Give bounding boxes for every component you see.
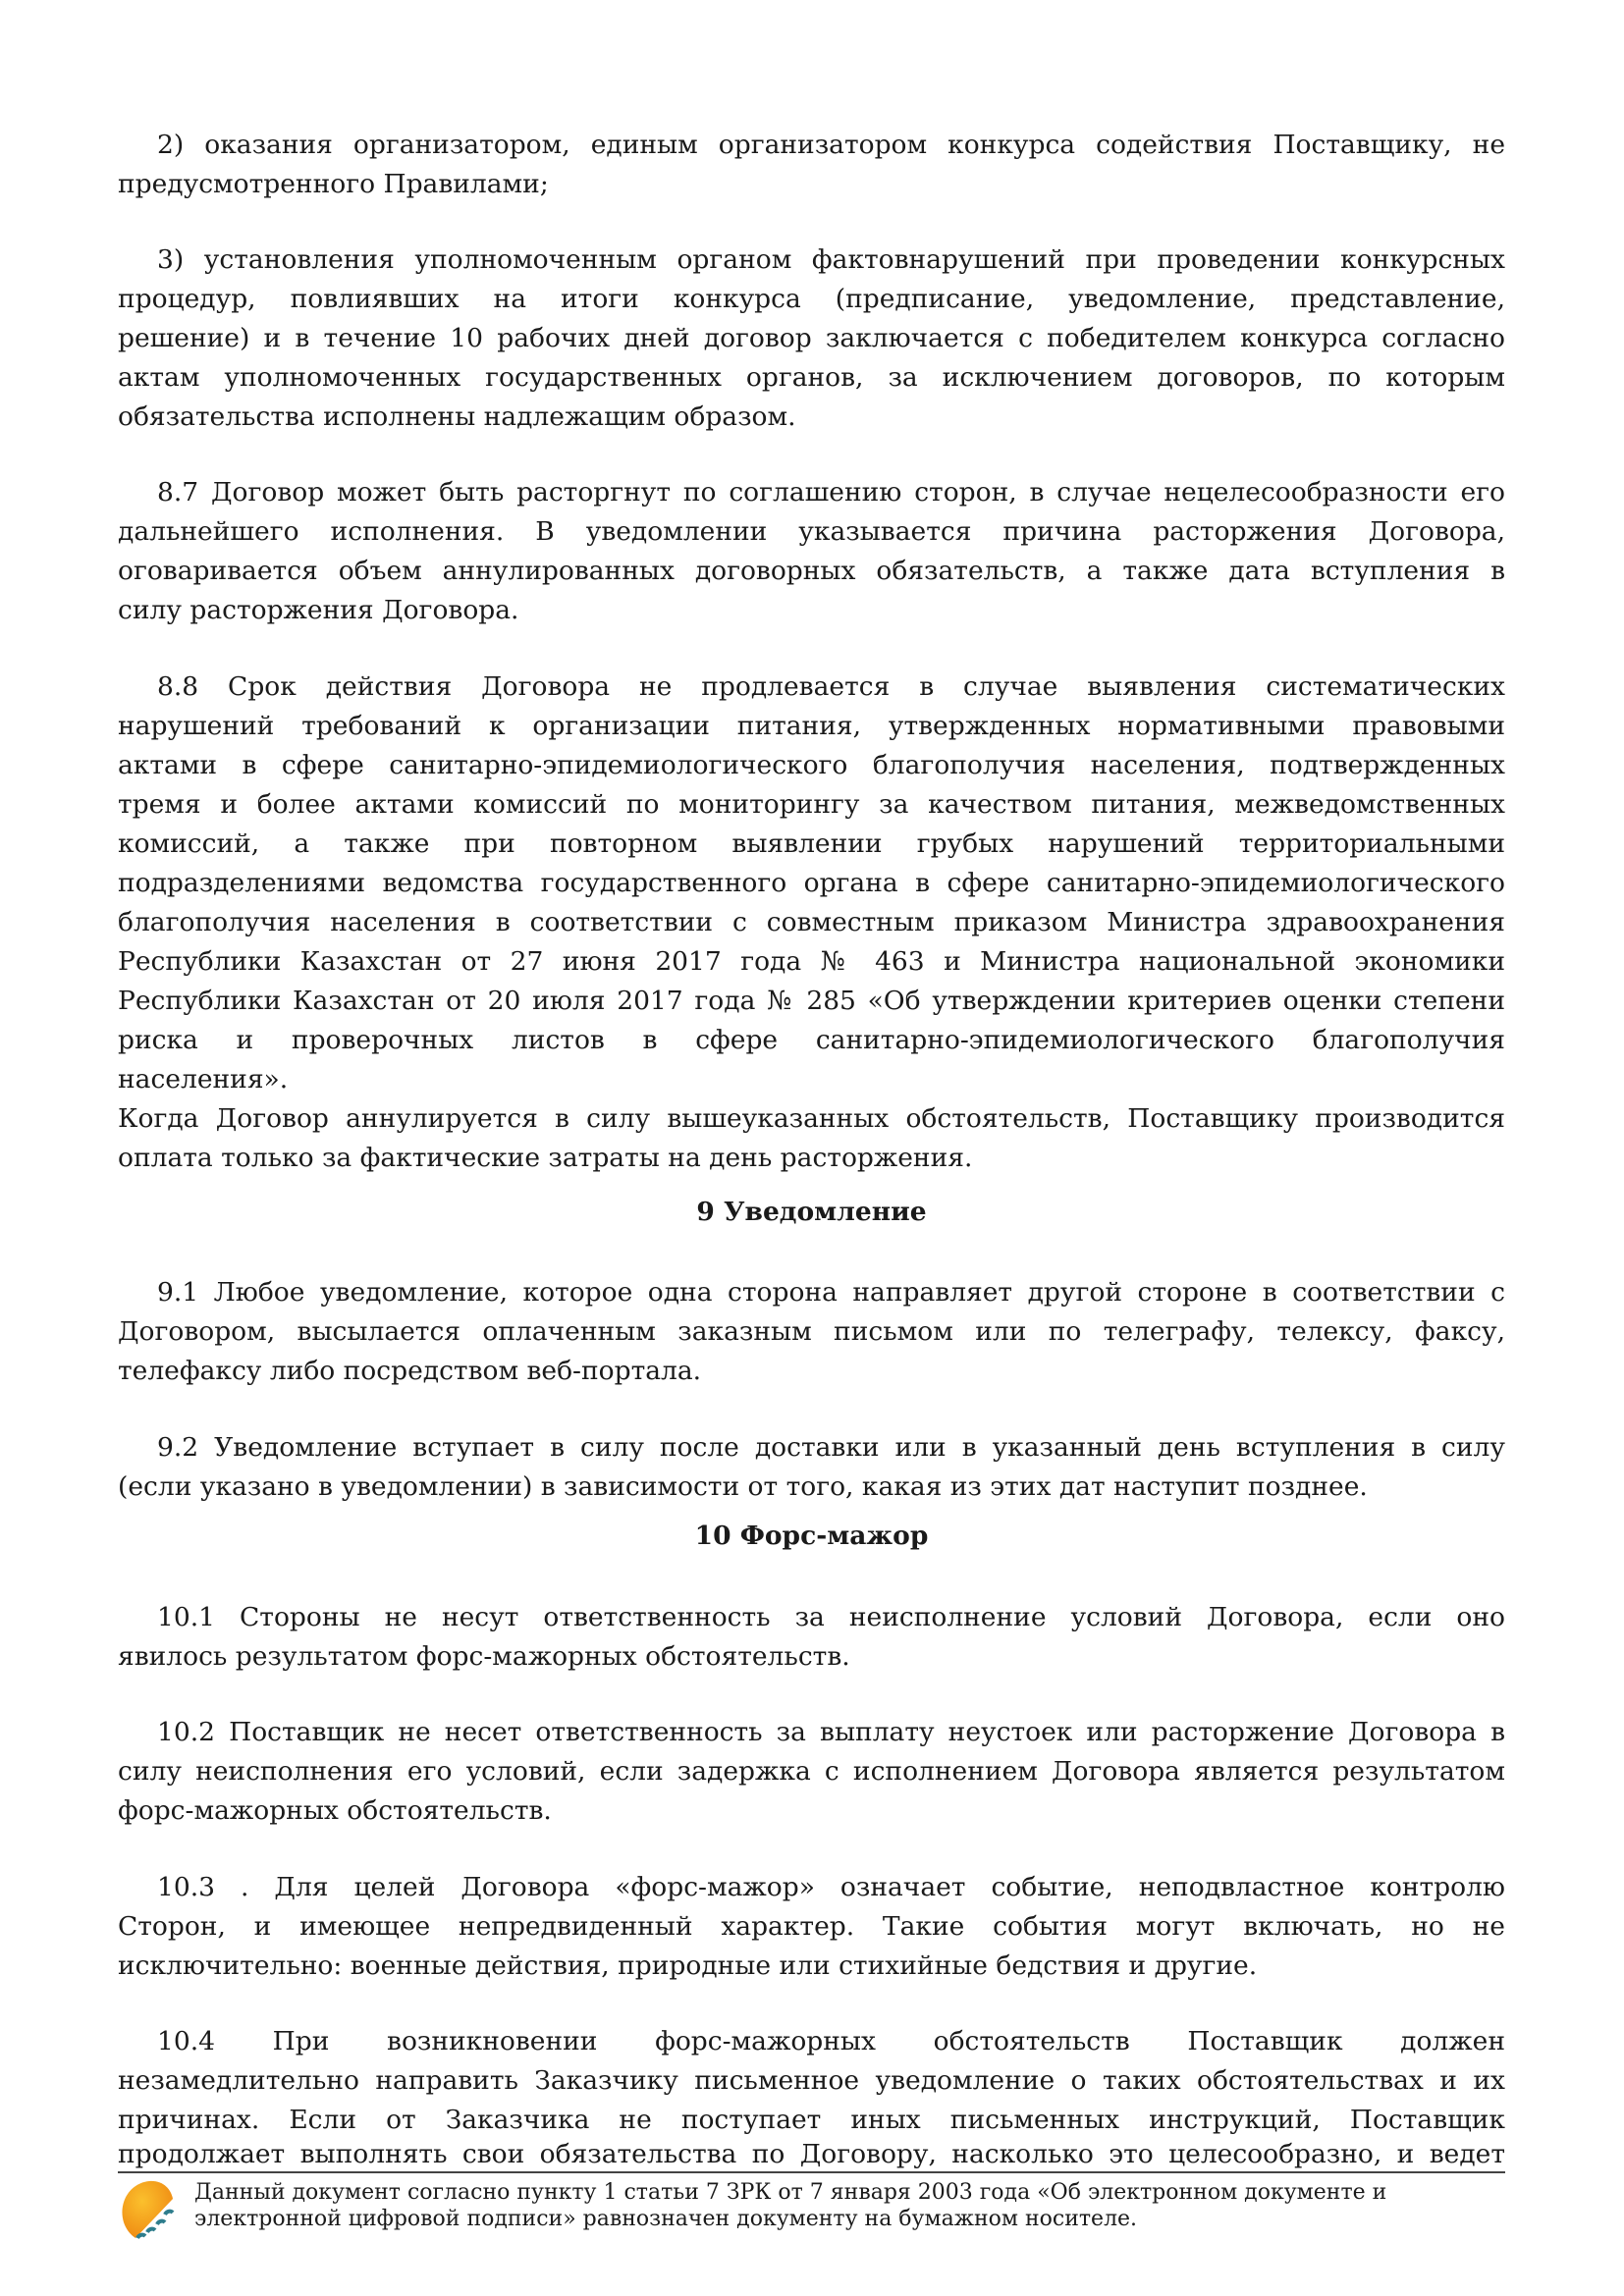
footer-notice-line-1: Данный документ согласно пункту 1 статьи 7 ЗРК от 7 января 2003 года «Об электронном документе и bbox=[194, 2180, 1387, 2205]
clause-10-2-line: форс-мажорных обстоятельств. bbox=[118, 1795, 552, 1826]
clause-10-3-line: Сторон, и имеющее непредвиденный характер. Такие события могут включать, но не bbox=[118, 1911, 1505, 1942]
clause-8-8-line: населения». bbox=[118, 1064, 289, 1095]
annulment-line: Когда Договор аннулируется в силу вышеуказанных обстоятельств, Поставщику производится bbox=[118, 1103, 1505, 1134]
clause-10-1-line: 10.1 Стороны не несут ответственность за неисполнение условий Договора, если оно bbox=[157, 1602, 1505, 1632]
clause-9-2-line: 9.2 Уведомление вступает в силу после доставки или в указанный день вступления в силу bbox=[157, 1432, 1505, 1463]
clause-9-1-line: телефаксу либо посредством веб-портала. bbox=[118, 1356, 702, 1386]
clause-8-8-line: Республики Казахстан от 20 июля 2017 года № 285 «Об утверждении критериев оценки степени bbox=[118, 986, 1505, 1016]
clause-10-2-line: 10.2 Поставщик не несет ответственность за выплату неустоек или расторжение Договора в bbox=[157, 1717, 1505, 1747]
clause-8-8-line: нарушений требований к организации питания, утвержденных нормативными правовыми bbox=[118, 711, 1505, 741]
clause-8-8-line: актами в сфере санитарно-эпидемиологического благополучия населения, подтвержденных bbox=[118, 750, 1505, 780]
paragraph-line: 2) оказания организатором, единым организатором конкурса содействия Поставщику, не bbox=[157, 130, 1505, 160]
footer-notice-line-2: электронной цифровой подписи» равнозначен документу на бумажном носителе. bbox=[194, 2207, 1138, 2231]
paragraph-line: процедур, повлиявших на итоги конкурса (предписание, уведомление, представление, bbox=[118, 284, 1505, 314]
clause-8-7-line: 8.7 Договор может быть расторгнут по соглашению сторон, в случае нецелесообразности его bbox=[157, 477, 1505, 507]
clause-10-1-line: явилось результатом форс-мажорных обстоятельств. bbox=[118, 1641, 850, 1672]
clause-9-2-line: (если указано в уведомлении) в зависимости от того, какая из этих дат наступит позднее. bbox=[118, 1471, 1368, 1502]
section-heading-10: 10 Форс-мажор bbox=[694, 1521, 929, 1551]
clause-9-1-line: Договором, высылается оплаченным заказным письмом или по телеграфу, телексу, факсу, bbox=[118, 1316, 1505, 1347]
clause-10-4-line: незамедлительно направить Заказчику письменное уведомление о таких обстоятельствах и их bbox=[118, 2065, 1505, 2096]
clause-8-8-line: Республики Казахстан от 27 июня 2017 года № 463 и Министра национальной экономики bbox=[118, 946, 1505, 977]
clause-10-4-line: причинах. Если от Заказчика не поступает иных письменных инструкций, Поставщик bbox=[118, 2105, 1505, 2135]
clause-10-4-line: 10.4 При возникновении форс-мажорных обстоятельств Поставщик должен bbox=[157, 2026, 1505, 2056]
clause-8-8-line: тремя и более актами комиссий по мониторингу за качеством питания, межведомственных bbox=[118, 789, 1505, 820]
clause-8-7-line: оговаривается объем аннулированных договорных обязательств, а также дата вступления в bbox=[118, 556, 1505, 586]
egov-logo-icon bbox=[116, 2177, 187, 2244]
clause-10-2-line: силу неисполнения его условий, если задержка с исполнением Договора является результатом bbox=[118, 1756, 1505, 1787]
section-heading-9: 9 Уведомление bbox=[696, 1197, 927, 1227]
paragraph-line: решение) и в течение 10 рабочих дней договор заключается с победителем конкурса согласно bbox=[118, 323, 1505, 353]
clause-9-1-line: 9.1 Любое уведомление, которое одна сторона направляет другой стороне в соответствии с bbox=[157, 1277, 1505, 1308]
clause-10-3-line: исключительно: военные действия, природные или стихийные бедствия и другие. bbox=[118, 1950, 1258, 1981]
clause-8-8-line: комиссий, а также при повторном выявлении грубых нарушений территориальными bbox=[118, 828, 1505, 859]
clause-8-7-line: силу расторжения Договора. bbox=[118, 595, 519, 625]
clause-8-8-line: благополучия населения в соответствии с совместным приказом Министра здравоохранения bbox=[118, 907, 1505, 937]
footer-divider bbox=[118, 2171, 1505, 2173]
clause-10-4-line: продолжает выполнять свои обязательства по Договору, насколько это целесообразно, и ведет bbox=[118, 2139, 1505, 2169]
paragraph-line: предусмотренного Правилами; bbox=[118, 169, 549, 199]
clause-8-8-line: риска и проверочных листов в сфере санитарно-эпидемиологического благополучия bbox=[118, 1025, 1505, 1055]
clause-8-8-line: 8.8 Срок действия Договора не продлевается в случае выявления систематических bbox=[157, 671, 1505, 702]
annulment-line: оплата только за фактические затраты на день расторжения. bbox=[118, 1143, 973, 1173]
clause-8-7-line: дальнейшего исполнения. В уведомлении указывается причина расторжения Договора, bbox=[118, 516, 1505, 547]
paragraph-line: актам уполномоченных государственных органов, за исключением договоров, по которым bbox=[118, 362, 1505, 393]
paragraph-line: 3) установления уполномоченным органом фактовнарушений при проведении конкурсных bbox=[157, 244, 1505, 275]
clause-10-3-line: 10.3 . Для целей Договора «форс-мажор» означает событие, неподвластное контролю bbox=[157, 1872, 1505, 1902]
clause-8-8-line: подразделениями ведомства государственного органа в сфере санитарно-эпидемиологического bbox=[118, 868, 1505, 898]
paragraph-line: обязательства исполнены надлежащим образом. bbox=[118, 401, 796, 432]
